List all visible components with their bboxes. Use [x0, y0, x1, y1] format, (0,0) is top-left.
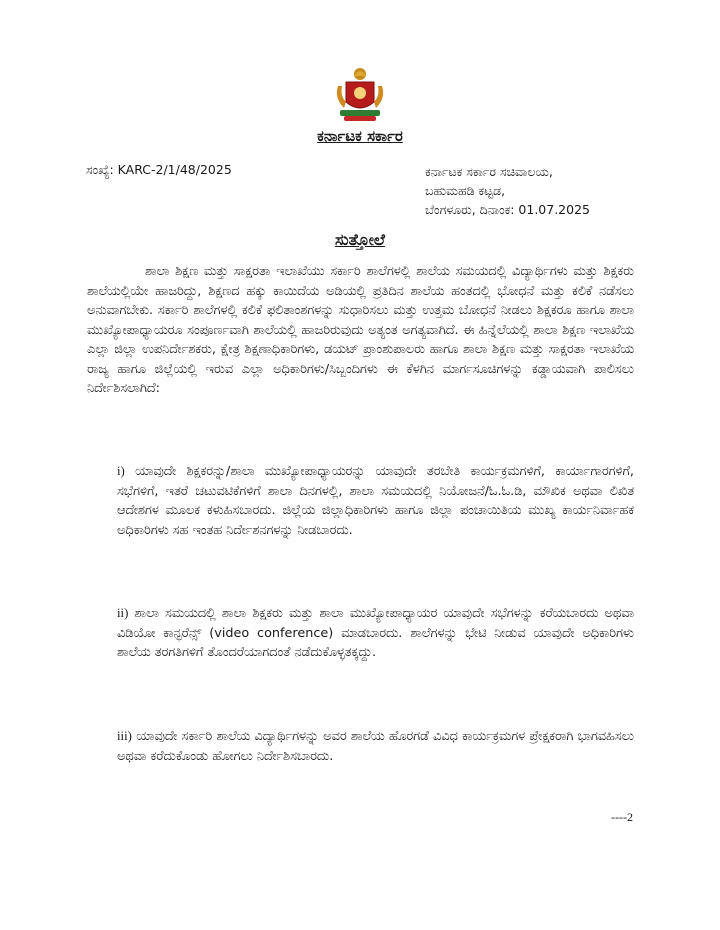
item-text: ಶಾಲಾ ಸಮಯದಲ್ಲಿ ಶಾಲಾ ಶಿಕ್ಷಕರು ಮತ್ತು ಶಾಲಾ ಮುಖ್ಯೋಪಾಧ್ಯಾಯರ ಯಾವುದೇ ಸಭೆಗಳನ್ನು ಕರೆಯಬಾರದು ಅಥವಾ ವಿಡಿಯೋ ಕಾನ್ಫರೆನ್ಸ್ (video conference) ಮಾಡಬಾರದು. ಶಾಲೆಗಳನ್ನು ಭೇಟಿ ನೀಡುವ ಯಾವುದೇ ಅಧಿಕಾರಿಗಳು ಶಾಲೆಯ ತರಗತಿಗಳಿಗೆ ತೊಂದರೆಯಾಗದಂತೆ ನಡೆದುಕೊಳ್ಳತಕ್ಕದ್ದು. [117, 606, 634, 660]
office-address [425, 162, 590, 219]
address-date-line: ಬೆಂಗಳೂರು, ದಿನಾಂಕ: 01.07.2025 [425, 202, 590, 217]
item-number: ii) [117, 606, 129, 620]
government-title: ಕರ್ನಾಟಕ ಸರ್ಕಾರ [317, 127, 403, 145]
circular-title: ಸುತ್ತೋಲೆ [335, 230, 385, 249]
address-line: ಕರ್ನಾಟಕ ಸರ್ಕಾರ ಸಚಿವಾಲಯ, [425, 164, 553, 179]
karnataka-emblem-icon [330, 64, 390, 124]
item-text: ಯಾವುದೇ ಶಿಕ್ಷಕರನ್ನು/ಶಾಲಾ ಮುಖ್ಯೋಪಾಧ್ಯಾಯರನ್ನು ಯಾವುದೇ ತರಬೇತಿ ಕಾರ್ಯಕ್ರಮಗಳಿಗೆ, ಕಾರ್ಯಾಗಾರಗಳಿಗೆ, ಸಭೆಗಳಿಗೆ, ಇತರೆ ಚಟುವಟಿಕೆಗಳಿಗೆ ಶಾಲಾ ದಿನಗಳಲ್ಲಿ, ಶಾಲಾ ಸಮಯದಲ್ಲಿ ನಿಯೋಜನೆ/ಓ.ಓ.ಡಿ, ಮೌಖಿಕ ಅಥವಾ ಲಿಖಿತ ಆದೇಶಗಳ ಮೂಲಕ ಕಳುಹಿಸಬಾರದು. ಜಿಲ್ಲೆಯ ಜಿಲ್ಲಾಧಿಕಾರಿಗಳು ಹಾಗೂ ಜಿಲ್ಲಾ ಪಂಚಾಯಿತಿಯ ಮುಖ್ಯ ಕಾರ್ಯನಿರ್ವಾಹಕ ಅಧಿಕಾರಿಗಳು ಸಹ ಇಂತಹ ನಿರ್ದೇಶನಗಳನ್ನು ನೀಡಬಾರದು. [117, 464, 634, 538]
guideline-item [117, 727, 634, 766]
address-line: ಬಹುಮಹಡಿ ಕಟ್ಟಡ, [425, 183, 506, 198]
next-page-marker: ----2 [611, 810, 633, 824]
circular-body: ಶಾಲಾ ಶಿಕ್ಷಣ ಮತ್ತು ಸಾಕ್ಷರತಾ ಇಲಾಖೆಯು ಸರ್ಕಾರಿ ಶಾಲೆಗಳಲ್ಲಿ ಶಾಲೆಯ ಸಮಯದಲ್ಲಿ ವಿದ್ಯಾರ್ಥಿಗಳು ಮತ್ತು ಶಿಕ್ಷಕರು ಶಾಲೆಯಲ್ಲಿಯೇ ಹಾಜರಿದ್ದು, ಶಿಕ್ಷಣದ ಹಕ್ಕು ಕಾಯಿದೆಯ ಅಡಿಯಲ್ಲಿ ಪ್ರತಿದಿನ ಶಾಲೆಯ ಹಂತದಲ್ಲಿ ಭೋಧನೆ ಮತ್ತು ಕಲಿಕೆ ನಡೆಸಲು ಅನುವಾಗಬೇಕು. ಸರ್ಕಾರಿ ಶಾಲೆಗಳಲ್ಲಿ ಕಲಿಕೆ ಫಲಿತಾಂಶಗಳನ್ನು ಸುಧಾರಿಸಲು ಮತ್ತು ಉತ್ತಮ ಬೋಧನೆ ನೀಡಲು ಶಿಕ್ಷಕರೂ ಹಾಗೂ ಶಾಲಾ ಮುಖ್ಯೋಪಾಧ್ಯಾಯರೂ ಸಂಪೂರ್ಣವಾಗಿ ಶಾಲೆಯಲ್ಲಿ ಹಾಜರಿರುವುದು ಅತ್ಯಂತ ಅಗತ್ಯವಾಗಿದೆ. ಈ ಹಿನ್ನೆಲೆಯಲ್ಲಿ ಶಾಲಾ ಶಿಕ್ಷಣ ಇಲಾಖೆಯ ಎಲ್ಲಾ ಜಿಲ್ಲಾ ಉಪನಿರ್ದೇಶಕರು, ಕ್ಷೇತ್ರ ಶಿಕ್ಷಣಾಧಿಕಾರಿಗಳು, ಡಯಟ್ ಪ್ರಾಂಶುಪಾಲರು ಹಾಗೂ ಶಾಲಾ ಶಿಕ್ಷಣ ಮತ್ತು ಸಾಕ್ಷರತಾ ಇಲಾಖೆಯ ರಾಜ್ಯ ಹಾಗೂ ಜಿಲ್ಲೆಯಲ್ಲಿ ಇರುವ ಎಲ್ಲಾ ಅಧಿಕಾರಿಗಳು/ಸಿಬ್ಬಂದಿಗಳು ಈ ಕೆಳಗಿನ ಮಾರ್ಗಸೂಚಿಗಳನ್ನು ಕಡ್ಡಾಯವಾಗಿ ಪಾಲಿಸಲು ನಿರ್ದೇಶಿಸಲಾಗಿದೆ: [87, 264, 634, 396]
item-number: i) [117, 464, 125, 478]
item-number: iii) [117, 729, 132, 743]
guideline-item [117, 462, 634, 540]
reference-number: ಸಂಖ್ಯೆ: KARC-2/1/48/2025 [86, 162, 232, 177]
guideline-item [117, 604, 634, 663]
item-text: ಯಾವುದೇ ಸರ್ಕಾರಿ ಶಾಲೆಯ ವಿದ್ಯಾರ್ಥಿಗಳನ್ನು ಅವರ ಶಾಲೆಯ ಹೊರಗಡೆ ವಿವಿಧ ಕಾರ್ಯಕ್ರಮಗಳ ಪ್ರೇಕ್ಷಕರಾಗಿ ಭಾಗವಹಿಸಲು ಅಥವಾ ಕರೆದುಕೊಂಡು ಹೋಗಲು ನಿರ್ದೇಶಿಸಬಾರದು. [117, 729, 634, 764]
